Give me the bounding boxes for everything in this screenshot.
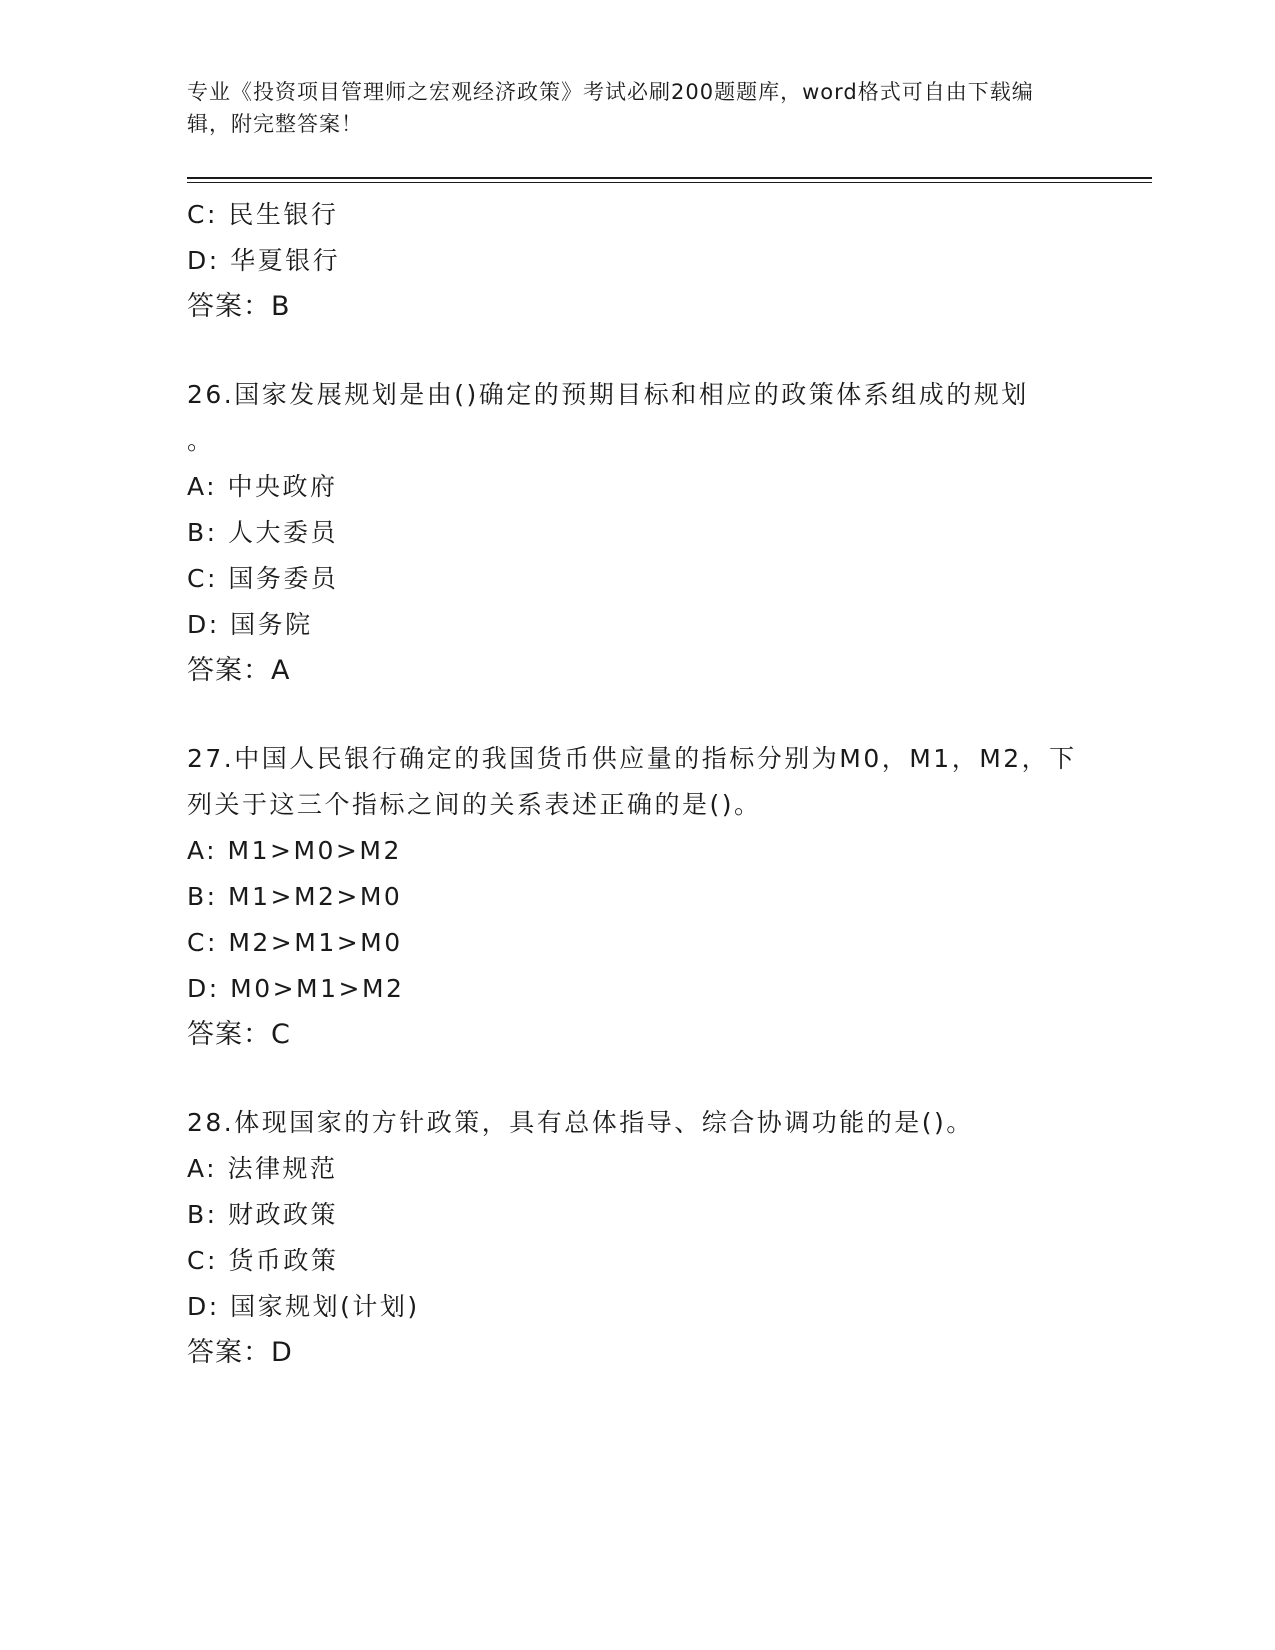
option-a: A: 法律规范 xyxy=(187,1154,338,1183)
answer: 答案：B xyxy=(187,291,291,322)
option-d: D: 华夏银行 xyxy=(187,246,341,275)
question-27 xyxy=(187,736,1087,1058)
question-stem: 26.国家发展规划是由()确定的预期目标和相应的政策体系组成的规划 xyxy=(187,380,1029,409)
option-b: B: 财政政策 xyxy=(187,1200,339,1229)
question-stem-tail: 。 xyxy=(187,426,215,455)
option-d: D: M0>M1>M2 xyxy=(187,974,405,1003)
page-header: 专业《投资项目管理师之宏观经济政策》考试必刷200题题库，word格式可自由下载编辑，附完整答案！ xyxy=(187,80,1034,136)
option-c: C: 货币政策 xyxy=(187,1246,339,1275)
question-stem: 27.中国人民银行确定的我国货币供应量的指标分别为M0，M1，M2，下 xyxy=(187,744,1077,773)
answer: 答案：A xyxy=(187,655,291,686)
question-28 xyxy=(187,1100,1087,1376)
header-rule-thin xyxy=(187,182,1152,183)
question-25-tail xyxy=(187,192,1087,330)
option-c: C: M2>M1>M0 xyxy=(187,928,403,957)
answer: 答案：C xyxy=(187,1019,291,1050)
option-c: C: 国务委员 xyxy=(187,564,339,593)
question-list xyxy=(187,192,1087,1376)
header-rule-thick xyxy=(187,177,1152,179)
option-d: D: 国家规划(计划) xyxy=(187,1292,420,1321)
answer: 答案：D xyxy=(187,1337,293,1368)
question-stem: 28.体现国家的方针政策，具有总体指导、综合协调功能的是()。 xyxy=(187,1108,974,1137)
option-a: A: M1>M0>M2 xyxy=(187,836,402,865)
question-26 xyxy=(187,372,1087,694)
question-stem-tail: 列关于这三个指标之间的关系表述正确的是()。 xyxy=(187,790,762,819)
option-c: C: 民生银行 xyxy=(187,200,339,229)
option-b: B: 人大委员 xyxy=(187,518,339,547)
option-a: A: 中央政府 xyxy=(187,472,338,501)
option-b: B: M1>M2>M0 xyxy=(187,882,403,911)
option-d: D: 国务院 xyxy=(187,610,313,639)
